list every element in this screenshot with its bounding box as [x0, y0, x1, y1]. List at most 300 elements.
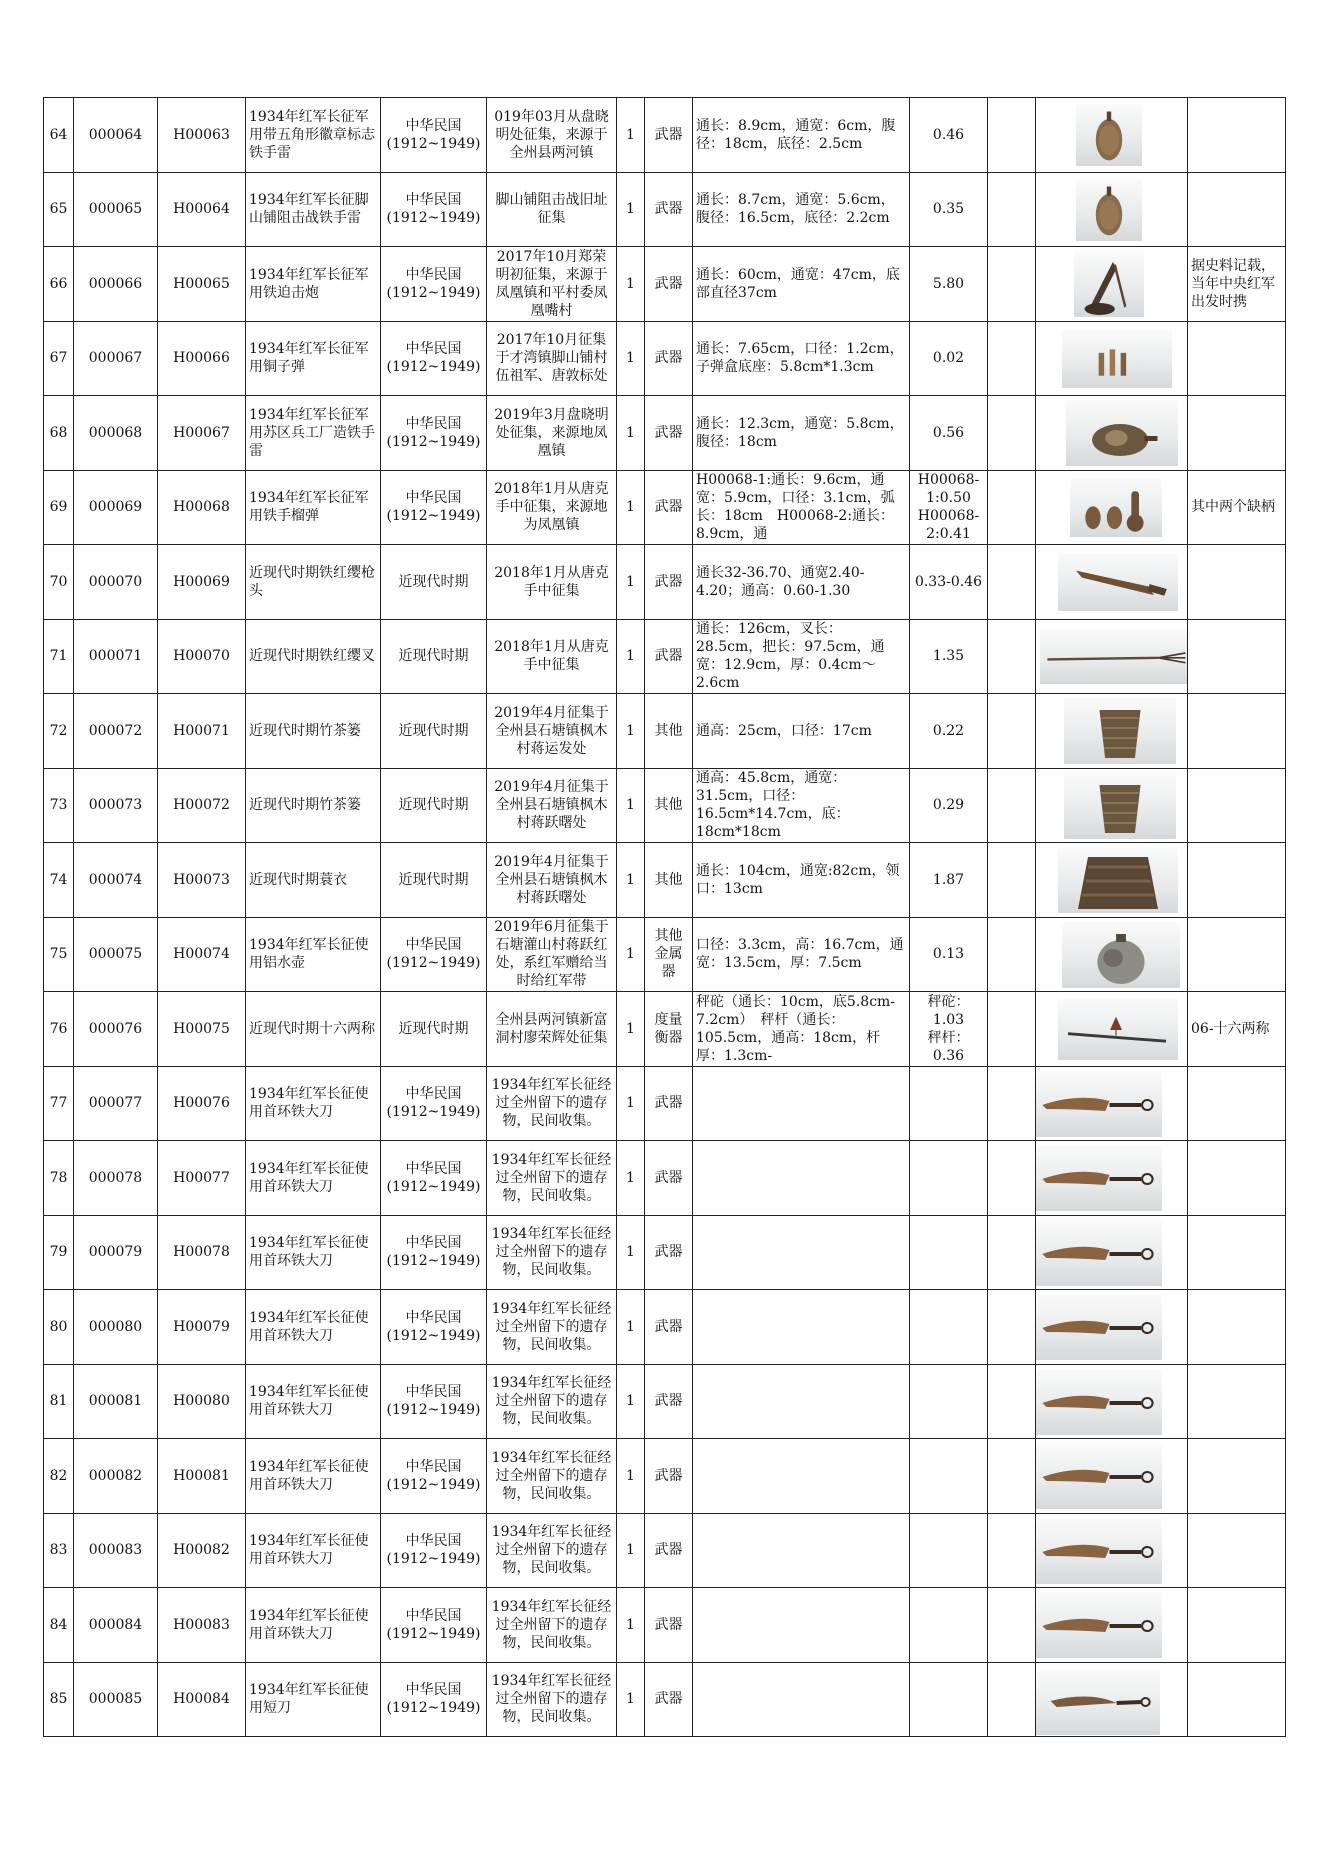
- acquisition-source: [487, 1588, 617, 1663]
- collection-number: [74, 247, 158, 322]
- weight: [910, 694, 988, 769]
- broadsword-photo: [1036, 1220, 1162, 1286]
- weight-text: 0.56: [932, 424, 965, 441]
- artifact-name: [246, 470, 381, 545]
- registry-number: [158, 992, 246, 1067]
- dimensions: [693, 1439, 910, 1514]
- table-row: [44, 247, 1286, 322]
- artifact-name-text: 近现代时期竹茶篓: [249, 797, 361, 814]
- dimensions-text: 通长32-36.70、通宽2.40-4.20；通高：0.60-1.30: [696, 564, 865, 599]
- row-index-text: 64: [49, 126, 68, 143]
- era: [381, 1290, 487, 1365]
- acquisition-source: [487, 1141, 617, 1216]
- dimensions: [693, 247, 910, 322]
- remarks: [1188, 992, 1286, 1067]
- quantity: [617, 917, 645, 992]
- registry-number: [158, 1290, 246, 1365]
- quantity-text: 1: [626, 499, 635, 516]
- registry-number: [158, 694, 246, 769]
- remarks-text: 其中两个缺柄: [1191, 499, 1275, 516]
- artifact-name-text: 1934年红军长征军用带五角形徽章标志铁手雷: [249, 108, 375, 161]
- category-text: 武器: [654, 350, 683, 367]
- artifact-name: [246, 1439, 381, 1514]
- table-row: [44, 470, 1286, 545]
- acquisition-source-text: 2019年4月征集于全州县石塘镇枫木村蒋跃曙处: [494, 853, 609, 906]
- dimensions: [693, 321, 910, 396]
- registry-number-text: H00073: [173, 871, 230, 888]
- era-text: 中华民国 (1912~1949): [386, 415, 481, 450]
- category: [645, 1290, 693, 1365]
- weight-text: 0.22: [932, 722, 965, 739]
- artifact-name-text: 1934年红军长征军用苏区兵工厂造铁手雷: [249, 406, 375, 459]
- weight: [910, 1364, 988, 1439]
- blank-cell: [988, 1215, 1036, 1290]
- category: [645, 619, 693, 694]
- collection-number-text: 000067: [88, 350, 143, 367]
- weight-text: 0.02: [932, 350, 965, 367]
- registry-number: [158, 1215, 246, 1290]
- era: [381, 1513, 487, 1588]
- broadsword-photo: [1036, 1592, 1162, 1658]
- remarks: [1188, 396, 1286, 471]
- era: [381, 1215, 487, 1290]
- quantity-text: 1: [626, 275, 635, 292]
- quantity: [617, 1588, 645, 1663]
- category: [645, 694, 693, 769]
- blank-cell: [988, 98, 1036, 173]
- row-index: [44, 545, 74, 620]
- quantity: [617, 172, 645, 247]
- steelyard-photo: [1058, 998, 1178, 1060]
- dimensions: [693, 619, 910, 694]
- remarks: [1188, 1141, 1286, 1216]
- blank-cell: [988, 545, 1036, 620]
- dimensions-text: 通高：25cm，口径：17cm: [696, 722, 872, 739]
- acquisition-source: [487, 247, 617, 322]
- remarks: [1188, 1513, 1286, 1588]
- table-row: [44, 172, 1286, 247]
- artifact-photo-cell: [1036, 1141, 1188, 1216]
- acquisition-source-text: 1934年红军长征经过全州留下的遗存物，民间收集。: [491, 1077, 612, 1130]
- acquisition-source: [487, 1439, 617, 1514]
- acquisition-source: [487, 470, 617, 545]
- collection-number: [74, 321, 158, 396]
- row-index: [44, 321, 74, 396]
- era: [381, 396, 487, 471]
- weight: [910, 98, 988, 173]
- weight-text: 秤砣：1.03 秤杆：0.36: [927, 993, 970, 1064]
- dimensions: [693, 1066, 910, 1141]
- table-body: [44, 98, 1286, 1737]
- weight: [910, 172, 988, 247]
- remarks-text: 据史料记载，当年中央红军出发时携: [1191, 257, 1275, 310]
- collection-number-text: 000065: [88, 201, 143, 218]
- artifact-name-text: 1934年红军长征使用首环铁大刀: [249, 1309, 369, 1344]
- weight: [910, 1439, 988, 1514]
- quantity-text: 1: [626, 573, 635, 590]
- category-text: 武器: [654, 648, 683, 665]
- artifact-name: [246, 1290, 381, 1365]
- era-text: 中华民国 (1912~1949): [386, 1309, 481, 1344]
- acquisition-source-text: 脚山铺阻击战旧址征集: [495, 192, 608, 227]
- weight: [910, 992, 988, 1067]
- blank-cell: [988, 992, 1036, 1067]
- category-text: 武器: [654, 1318, 683, 1335]
- artifact-name: [246, 917, 381, 992]
- table-row: [44, 396, 1286, 471]
- quantity-text: 1: [626, 1393, 635, 1410]
- registry-number-text: H00064: [173, 201, 230, 218]
- dimensions-text: 秤砣（通长：10cm，底5.8cm-7.2cm） 秤杆（通长：105.5cm，通高：18cm，杆厚：1.3cm-: [696, 993, 896, 1064]
- dimensions: [693, 98, 910, 173]
- artifact-photo-cell: [1036, 1439, 1188, 1514]
- era: [381, 1066, 487, 1141]
- quantity-text: 1: [626, 1169, 635, 1186]
- collection-number: [74, 470, 158, 545]
- collection-number: [74, 1141, 158, 1216]
- era: [381, 768, 487, 843]
- table-row: [44, 1588, 1286, 1663]
- quantity: [617, 98, 645, 173]
- weight: [910, 470, 988, 545]
- artifact-photo-cell: [1036, 992, 1188, 1067]
- collection-number: [74, 694, 158, 769]
- weight: [910, 1662, 988, 1737]
- remarks: [1188, 1662, 1286, 1737]
- artifact-photo-cell: [1036, 470, 1188, 545]
- dimensions-text: 通长：12.3cm，通宽：5.8cm，腹径：18cm: [696, 415, 904, 450]
- collection-number: [74, 1215, 158, 1290]
- collection-number: [74, 172, 158, 247]
- remarks-text: 06-十六两称: [1191, 1020, 1270, 1037]
- row-index: [44, 98, 74, 173]
- row-index-text: 76: [49, 1020, 68, 1037]
- acquisition-source: [487, 917, 617, 992]
- registry-number: [158, 545, 246, 620]
- acquisition-source-text: 2018年1月从唐克手中征集: [494, 564, 609, 599]
- broadsword-photo: [1036, 1294, 1162, 1360]
- blank-cell: [988, 1290, 1036, 1365]
- era-text: 中华民国 (1912~1949): [386, 1086, 481, 1121]
- collection-number: [74, 1662, 158, 1737]
- blank-cell: [988, 470, 1036, 545]
- quantity: [617, 1215, 645, 1290]
- category-text: 度量衡器: [654, 1011, 683, 1046]
- acquisition-source: [487, 172, 617, 247]
- era-text: 中华民国 (1912~1949): [386, 1160, 481, 1195]
- artifact-photo-cell: [1036, 917, 1188, 992]
- acquisition-source: [487, 1290, 617, 1365]
- remarks: [1188, 545, 1286, 620]
- artifact-photo-cell: [1036, 98, 1188, 173]
- acquisition-source: [487, 992, 617, 1067]
- era: [381, 247, 487, 322]
- grenade-photo: [1076, 104, 1142, 166]
- table-row: [44, 1364, 1286, 1439]
- artifact-catalog-table: [43, 97, 1286, 1737]
- acquisition-source-text: 2019年6月征集于石塘灌山村蒋跃红处，系红军赠给当时给红军带: [494, 919, 609, 990]
- weight: [910, 768, 988, 843]
- category: [645, 917, 693, 992]
- category-text: 武器: [654, 126, 683, 143]
- era: [381, 694, 487, 769]
- table-row: [44, 1141, 1286, 1216]
- registry-number: [158, 98, 246, 173]
- hand-grenades-photo: [1070, 479, 1162, 537]
- category-text: 武器: [654, 275, 683, 292]
- table-row: [44, 1290, 1286, 1365]
- registry-number-text: H00067: [173, 424, 230, 441]
- acquisition-source-text: 2018年1月从唐克手中征集: [494, 639, 609, 674]
- quantity-text: 1: [626, 126, 635, 143]
- quantity: [617, 1513, 645, 1588]
- dimensions: [693, 768, 910, 843]
- artifact-name: [246, 768, 381, 843]
- era-text: 近现代时期: [398, 573, 469, 590]
- quantity: [617, 1662, 645, 1737]
- table-row: [44, 1513, 1286, 1588]
- basket-photo: [1064, 773, 1176, 839]
- quantity: [617, 545, 645, 620]
- canteen-photo: [1062, 922, 1180, 988]
- artifact-name-text: 1934年红军长征军用铜子弹: [249, 341, 369, 376]
- registry-number: [158, 396, 246, 471]
- acquisition-source: [487, 321, 617, 396]
- category-text: 武器: [654, 499, 683, 516]
- row-index: [44, 768, 74, 843]
- artifact-name-text: 近现代时期铁红缨叉: [249, 648, 375, 665]
- quantity: [617, 619, 645, 694]
- table-row: [44, 321, 1286, 396]
- weight: [910, 1290, 988, 1365]
- quantity-text: 1: [626, 1691, 635, 1708]
- category-text: 武器: [654, 1393, 683, 1410]
- weight: [910, 1066, 988, 1141]
- artifact-name: [246, 545, 381, 620]
- row-index-text: 85: [49, 1691, 68, 1708]
- row-index: [44, 1066, 74, 1141]
- broadsword-photo: [1036, 1071, 1162, 1137]
- weight-text: 1.35: [932, 648, 965, 665]
- collection-number-text: 000085: [88, 1691, 143, 1708]
- artifact-name-text: 1934年红军长征脚山铺阻击战铁手雷: [249, 192, 369, 227]
- blank-cell: [988, 843, 1036, 918]
- collection-number: [74, 396, 158, 471]
- weight: [910, 321, 988, 396]
- quantity: [617, 1141, 645, 1216]
- row-index-text: 71: [49, 648, 68, 665]
- era-text: 近现代时期: [398, 648, 469, 665]
- collection-number-text: 000069: [88, 499, 143, 516]
- artifact-photo-cell: [1036, 1364, 1188, 1439]
- dimensions-text: H00068-1:通长：9.6cm，通宽：5.9cm，口径：3.1cm，弧长：18cm H00068-2:通长：8.9cm，通: [696, 472, 895, 543]
- dimensions: [693, 172, 910, 247]
- acquisition-source-text: 1934年红军长征经过全州留下的遗存物，民间收集。: [491, 1375, 612, 1428]
- era: [381, 1439, 487, 1514]
- quantity-text: 1: [626, 797, 635, 814]
- artifact-photo-cell: [1036, 172, 1188, 247]
- dimensions: [693, 843, 910, 918]
- quantity-text: 1: [626, 722, 635, 739]
- row-index-text: 82: [49, 1467, 68, 1484]
- collection-number-text: 000075: [88, 946, 143, 963]
- weight-text: 0.29: [932, 797, 965, 814]
- short-knife-photo: [1036, 1669, 1160, 1735]
- collection-number: [74, 545, 158, 620]
- collection-number: [74, 917, 158, 992]
- dimensions: [693, 1215, 910, 1290]
- artifact-name: [246, 694, 381, 769]
- dimensions-text: 通长：7.65cm，口径：1.2cm，子弹盒底座：5.8cm*1.3cm: [696, 341, 904, 376]
- quantity-text: 1: [626, 201, 635, 218]
- registry-number-text: H00066: [173, 350, 230, 367]
- row-index: [44, 1290, 74, 1365]
- row-index-text: 84: [49, 1616, 68, 1633]
- row-index: [44, 470, 74, 545]
- artifact-name: [246, 1066, 381, 1141]
- artifact-name: [246, 172, 381, 247]
- artifact-name-text: 近现代时期蓑衣: [249, 871, 347, 888]
- era: [381, 1662, 487, 1737]
- remarks: [1188, 321, 1286, 396]
- row-index-text: 73: [49, 797, 68, 814]
- dimensions: [693, 545, 910, 620]
- registry-number-text: H00084: [173, 1691, 230, 1708]
- category-text: 武器: [654, 1244, 683, 1261]
- artifact-name: [246, 1364, 381, 1439]
- category: [645, 1662, 693, 1737]
- artifact-name-text: 1934年红军长征使用首环铁大刀: [249, 1458, 369, 1493]
- era: [381, 917, 487, 992]
- collection-number-text: 000081: [88, 1393, 143, 1410]
- category: [645, 1141, 693, 1216]
- category: [645, 1588, 693, 1663]
- remarks: [1188, 694, 1286, 769]
- weight: [910, 1141, 988, 1216]
- category-text: 其他: [654, 871, 683, 888]
- dimensions-text: 口径：3.3cm，高：16.7cm，通宽：13.5cm，厚：7.5cm: [696, 937, 904, 972]
- registry-number-text: H00074: [173, 946, 230, 963]
- registry-number-text: H00068: [173, 499, 230, 516]
- broadsword-photo: [1036, 1518, 1162, 1584]
- artifact-photo-cell: [1036, 247, 1188, 322]
- acquisition-source: [487, 1364, 617, 1439]
- category: [645, 321, 693, 396]
- row-index: [44, 992, 74, 1067]
- acquisition-source: [487, 768, 617, 843]
- remarks: [1188, 1364, 1286, 1439]
- artifact-name-text: 1934年红军长征使用首环铁大刀: [249, 1384, 369, 1419]
- remarks: [1188, 1290, 1286, 1365]
- acquisition-source: [487, 843, 617, 918]
- collection-number-text: 000082: [88, 1467, 143, 1484]
- remarks: [1188, 470, 1286, 545]
- table-row: [44, 992, 1286, 1067]
- acquisition-source-text: 2017年10月征集于才湾镇脚山铺村伍祖军、唐敦标处: [495, 332, 608, 385]
- artifact-name-text: 1934年红军长征使用短刀: [249, 1682, 369, 1717]
- registry-number-text: H00063: [173, 126, 230, 143]
- quantity: [617, 1439, 645, 1514]
- acquisition-source-text: 2017年10月郑荣明初征集，来源于凤凰镇和平村委凤凰嘴村: [495, 248, 608, 319]
- broadsword-photo: [1036, 1443, 1162, 1509]
- quantity-text: 1: [626, 871, 635, 888]
- collection-number-text: 000070: [88, 573, 143, 590]
- dimensions: [693, 694, 910, 769]
- collection-number: [74, 1513, 158, 1588]
- remarks: [1188, 98, 1286, 173]
- blank-cell: [988, 321, 1036, 396]
- acquisition-source-text: 1934年红军长征经过全州留下的遗存物，民间收集。: [491, 1151, 612, 1204]
- registry-number: [158, 470, 246, 545]
- blank-cell: [988, 396, 1036, 471]
- row-index-text: 70: [49, 573, 68, 590]
- remarks: [1188, 172, 1286, 247]
- artifact-photo-cell: [1036, 843, 1188, 918]
- era-text: 中华民国 (1912~1949): [386, 937, 481, 972]
- era: [381, 843, 487, 918]
- registry-number-text: H00078: [173, 1244, 230, 1261]
- quantity-text: 1: [626, 648, 635, 665]
- artifact-name-text: 1934年红军长征军用铁手榴弹: [249, 490, 369, 525]
- collection-number-text: 000083: [88, 1542, 143, 1559]
- quantity: [617, 247, 645, 322]
- bullets-photo: [1062, 330, 1172, 388]
- registry-number: [158, 768, 246, 843]
- registry-number: [158, 1364, 246, 1439]
- registry-number-text: H00079: [173, 1318, 230, 1335]
- category-text: 武器: [654, 424, 683, 441]
- acquisition-source-text: 1934年红军长征经过全州留下的遗存物，民间收集。: [491, 1449, 612, 1502]
- era-text: 近现代时期: [398, 797, 469, 814]
- category: [645, 1215, 693, 1290]
- acquisition-source: [487, 1066, 617, 1141]
- row-index: [44, 1141, 74, 1216]
- era: [381, 1588, 487, 1663]
- dimensions: [693, 1141, 910, 1216]
- dimensions: [693, 1290, 910, 1365]
- collection-number: [74, 768, 158, 843]
- blank-cell: [988, 1513, 1036, 1588]
- registry-number-text: H00065: [173, 275, 230, 292]
- category: [645, 98, 693, 173]
- remarks: [1188, 1215, 1286, 1290]
- artifact-photo-cell: [1036, 1662, 1188, 1737]
- row-index: [44, 694, 74, 769]
- blank-cell: [988, 768, 1036, 843]
- artifact-name: [246, 843, 381, 918]
- collection-number: [74, 1290, 158, 1365]
- era-text: 近现代时期: [398, 1020, 469, 1037]
- weight: [910, 396, 988, 471]
- quantity: [617, 396, 645, 471]
- artifact-name-text: 1934年红军长征军用铁迫击炮: [249, 266, 369, 301]
- artifact-name-text: 1934年红军长征使用铝水壶: [249, 937, 369, 972]
- artifact-name: [246, 321, 381, 396]
- row-index-text: 65: [49, 201, 68, 218]
- dimensions: [693, 992, 910, 1067]
- era: [381, 1364, 487, 1439]
- quantity-text: 1: [626, 1467, 635, 1484]
- artifact-photo-cell: [1036, 1588, 1188, 1663]
- acquisition-source: [487, 1513, 617, 1588]
- era-text: 中华民国 (1912~1949): [386, 1533, 481, 1568]
- row-index-text: 78: [49, 1169, 68, 1186]
- era-text: 中华民国 (1912~1949): [386, 1235, 481, 1270]
- table-row: [44, 768, 1286, 843]
- acquisition-source-text: 2019年3月盘晓明处征集，来源地凤凰镇: [494, 406, 609, 459]
- artifact-photo-cell: [1036, 1066, 1188, 1141]
- weight-text: 0.13: [932, 946, 965, 963]
